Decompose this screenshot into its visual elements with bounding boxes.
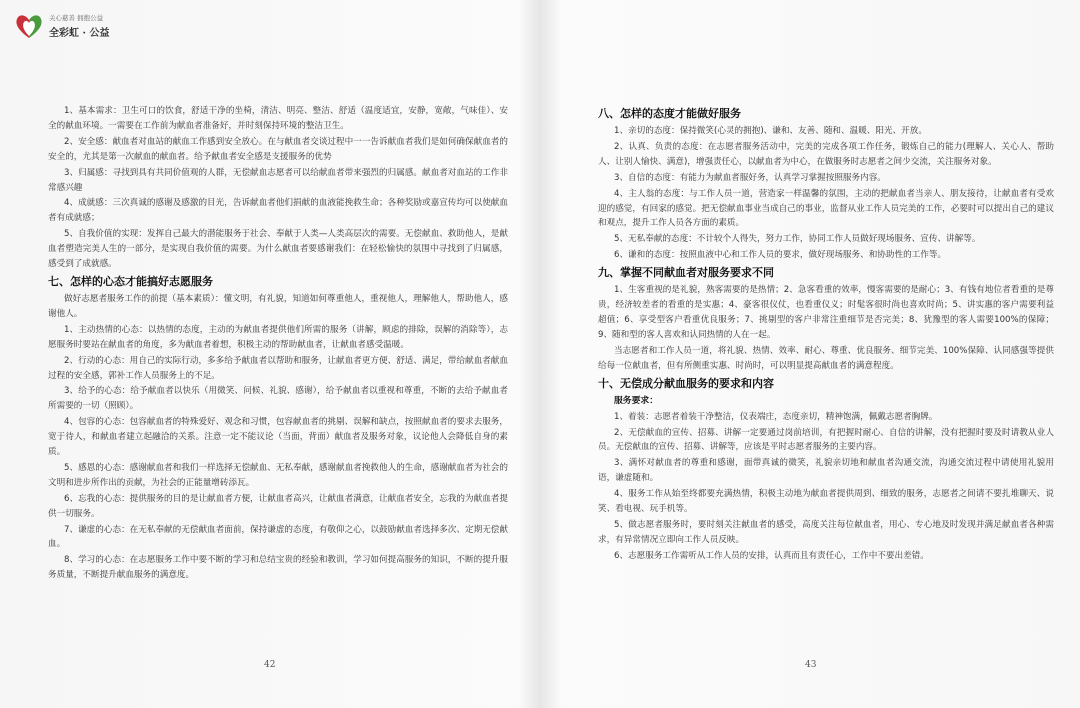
paragraph: 1、基本需求：卫生可口的饮食，舒适干净的坐椅，清洁、明亮、整洁、舒适（温度适宜，安静，宽敞，气味佳）、安全的献血环境。一需要在工作前为献血者准备好，并时刻保持环境的整洁卫生。 [48, 106, 508, 131]
paragraph: 1、生客重视的是礼貌，熟客需要的是热情；2、急客看重的效率，慢客需要的是耐心；3、有钱有地位者看重的是尊贵，经济较差者的看重的是实惠；4、豪客很仪仗，也看重仪义；时髦客很时尚也喜欢时尚；5、讲实惠的客户需要利益超值；6、享受型客户看重优良服务；7、挑剔型的客户非常注重细节是否完美；8、犹豫型的客人需要100%的保障；9、随和型的客人喜欢和认同热情的人在一起。 [598, 285, 1054, 340]
right-page [540, 0, 1080, 708]
paragraph: 3、归属感：寻找到具有共同价值观的人群，无偿献血志愿者可以给献血者带来强烈的归属感。献血者对血站的工作非常感兴趣 [48, 167, 508, 193]
paragraph: 2、安全感：献血者对血站的献血工作感到安全放心。在与献血者交谈过程中一一告诉献血者我们是如何确保献血者的安全的，尤其是第一次献血的献血者。给予献血者安全感是支援服务的优势 [48, 136, 508, 162]
paragraph: 7、谦虚的心态：在无私奉献的无偿献血者面前，保持谦虚的态度，有敬仰之心，以鼓励献血者选择多次、定期无偿献血。 [48, 524, 508, 550]
paragraph: 做好志愿者服务工作的前提（基本素质）：懂文明，有礼貌，知道如何尊重他人，重视他人，理解他人，帮助他人，感谢他人。 [48, 293, 508, 319]
right-page-content [598, 104, 1054, 565]
paragraph: 5、感恩的心态：感谢献血者和我们一样选择无偿献血、无私奉献，感谢献血者挽救他人的生命，感谢献血者为社会的文明和进步所作出的贡献，为社会的正能量增砖添瓦。 [48, 462, 508, 488]
paragraph: 当志愿者和工作人员一道，将礼貌、热情、效率、耐心、尊重、优良服务、细节完美、100%保障、认同感强等提供给每一位献血者，但有所侧重实惠、时尚时，可以明显提高献血者的满意程度。 [598, 345, 1054, 371]
paragraph: 1、着装：志愿者着装干净整洁，仪表端庄，态度亲切，精神饱满，佩戴志愿者胸牌。 [614, 411, 938, 422]
paragraph: 4、包容的心态：包容献血者的特殊爱好、观念和习惯，包容献血者的挑剔、误解和缺点，按照献血者的要求去服务，宽于待人，和献血者建立起融洽的关系。注意一定不能议论（当面，背面）献血者及服务对象，议论他人会降低自身的素质。 [48, 417, 508, 458]
service-requirements-label: 服务要求： [614, 395, 658, 406]
logo-tagline: 关心慈善 拥抱公益 [49, 14, 104, 22]
paragraph: 6、忘我的心态：提供服务的目的是让献血者方便，让献血者高兴，让献血者满意，让献血者安全，忘我的为献血者提供一切服务。 [48, 493, 508, 519]
paragraph: 2、无偿献血的宣传、招募、讲解一定要通过岗前培训，有把握时耐心、自信的讲解，没有把握时要及时请教从业人员。无偿献血的宣传、招募、讲解等，应该是平时志愿者服务的主要内容。 [598, 427, 1054, 453]
paragraph: 6、志愿服务工作需听从工作人员的安排，认真而且有责任心，工作中不要出差错。 [614, 550, 929, 561]
paragraph: 3、满怀对献血者的尊重和感谢，面带真诚的微笑，礼貌亲切地和献血者沟通交流，沟通交流过程中请使用礼貌用语，谦虚随和。 [598, 458, 1054, 484]
brand-logo [14, 10, 134, 44]
left-page-content [48, 104, 508, 584]
section-heading-9: 九、掌握不同献血者对服务要求不同 [598, 266, 774, 280]
paragraph: 2、认真、负责的态度：在志愿者服务活动中，完美的完成各项工作任务，锻炼自己的能力(理解人、关心人、帮助人、让别人愉快、满意)，增强责任心，以献血者为中心，在做服务时志愿者之间少交流，关注服务对象。 [598, 141, 1054, 167]
section-heading-7: 七、怎样的心态才能搞好志愿服务 [48, 274, 213, 288]
paragraph: 6、谦和的态度：按照血液中心和工作人员的要求，做好现场服务、和协助性的工作等。 [614, 250, 947, 261]
page-number: 43 [805, 660, 817, 670]
paragraph: 4、主人翁的态度：与工作人员一道，营造家一样温馨的氛围，主动的把献血者当亲人、朋友接待，让献血者有受欢迎的感觉，有回家的感觉。把无偿献血事业当成自己的事业，监督从业工作人员完美的工作，必要时可以提出自己的建议和观点，提升工作人员各方面的素质。 [598, 188, 1054, 229]
paragraph: 8、学习的心态：在志愿服务工作中要不断的学习和总结宝贵的经验和教训，学习如何提高服务的知识，不断的提升服务质量，不断提升献血服务的满意度。 [48, 555, 508, 581]
paragraph: 3、自信的态度：有能力为献血者服好务，认真学习掌握按照服务内容。 [614, 172, 886, 183]
paragraph: 3、给予的心态：给予献血者以快乐（用微笑、问候、礼貌、感谢），给予献血者以重视和尊重，不断的去给予献血者所需要的一切（照顾）。 [48, 386, 508, 412]
paragraph: 4、服务工作从始至终都要充满热情，积极主动地为献血者提供周到、细致的服务，志愿者之间请不要扎堆聊天、说笑、看电视、玩手机等。 [598, 489, 1054, 515]
logo-brand-name: 全彩虹 · 公益 [49, 28, 110, 39]
paragraph: 1、主动热情的心态：以热情的态度，主动的为献血者提供他们所需的服务（讲解，顾虑的排除，误解的消除等），志愿服务时要站在献血者的角度，多为献血者着想，积极主动的帮助献血者，让献血者感受温暖。 [48, 324, 508, 350]
paragraph: 2、行动的心态：用自己的实际行动，多多给予献血者以帮助和服务，让献血者更方便、舒适、满足，带给献血者献血过程的安全感，郭补工作人员服务上的不足。 [48, 355, 508, 381]
paragraph: 5、做志愿者服务时，要时刻关注献血者的感受，高度关注每位献血者，用心、专心地及时发现并满足献血者各种需求，有异常情况立即向工作人员反映。 [598, 519, 1054, 545]
page-number: 42 [264, 660, 276, 670]
section-heading-10: 十、无偿成分献血服务的要求和内容 [598, 376, 774, 390]
paragraph: 4、成就感：三次真诚的感谢及感激的目光，告诉献血者他们捐献的血液能挽救生命；各种奖励或嘉宣传均可以使献血者有成就感； [48, 198, 508, 224]
paragraph: 5、无私奉献的态度：不计较个人得失，努力工作，协同工作人员做好现场服务、宣传、讲解等。 [614, 234, 981, 245]
section-heading-8: 八、怎样的态度才能做好服务 [598, 107, 741, 120]
paragraph: 5、自我价值的实现：发挥自己最大的潜能服务于社会、奉献于人类—人类高层次的需要。无偿献血、救助他人，是献血者塑造完美人生的一部分，是实现自我价值的需要。为什么献血者要感谢我们：在轻松愉快的氛围中寻找到了归属感，感受到了成就感。 [48, 229, 508, 270]
paragraph: 1、亲切的态度：保持微笑(心灵的拥抱)、谦和、友善、随和、温暖、阳光、开放。 [614, 126, 927, 136]
heart-logo-icon [14, 12, 44, 40]
